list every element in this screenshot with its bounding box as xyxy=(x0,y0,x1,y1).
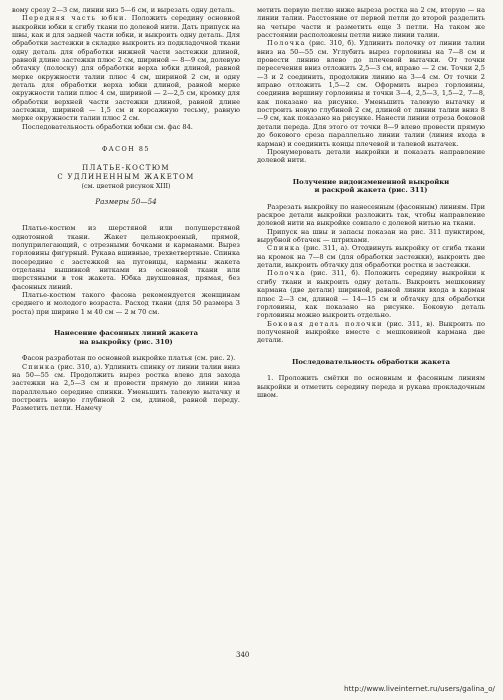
paragraph: Пронумеровать детали выкройки и показать направление долевой нити. xyxy=(257,147,485,165)
paragraph-text: (рис. 311, в). Выкроить по полученной выкройке вместе с мешковиной кармана две детали. xyxy=(257,319,485,345)
spaced-heading: Передняя часть юбки. xyxy=(22,14,128,23)
paragraph-text: (рис. 311, а). Отодвинуть выкройку от сгиба ткани на кромок на 7—8 см (для обработки застежки), выкроить две детали, выкроить обтачку для обработки ростка и застежки. xyxy=(257,244,485,270)
paragraph xyxy=(257,39,485,147)
paragraph: Разрезать выкройку по нанесенным (фасонным) линиям. При раскрое детали выкройки разложить так, чтобы направление долевой нити на выкройке совпало с долевой нитью на ткани. xyxy=(257,202,485,228)
heading-line: Получение видоизмененной выкройки xyxy=(292,177,450,186)
paragraph: Припуск на швы и запасы показан на рис. 311 пунктиром, вырубной обтачек — штрихами. xyxy=(257,227,485,245)
right-column xyxy=(257,6,485,399)
paragraph-text: (рис. 310, б). Удлинить полочку от линии талии вниз на 50—55 см. Углубить вырез горловины на 7—8 см и провести линию влево до плечевой вытачки. От точки пересечения вниз отложить 2,5—3 см, вправо — 2 см. Точки 2,5—3 и 2 соединить, продолжив линию на 3—4 см. От точки 2 вправо отложить 1,5—2 см. Оформить вырез горловины, соединив вершину горловины и точки 3—4, 2,5—3, 1,5—2, 7—8, как показано на рисунке. Уменьшить талевую вытачку и построить новую глубиной 2 см, длиной от линии талии вниз 8—9 см, как показано на рисунке. Нанести линии отреза боковой детали переда. Для этого от точки 8—9 влево провести прямую до бокового среза параллельно линии талии (линия входа в карман) и соединить концы плечевой и талевой вытачек. xyxy=(257,39,485,148)
paragraph: вому срезу 2—3 см, линии низ 5—6 см, и вырезать одну деталь. xyxy=(12,6,235,14)
paragraph xyxy=(257,269,485,319)
paragraph xyxy=(12,14,240,122)
paragraph xyxy=(12,363,240,413)
page-number: 340 xyxy=(236,651,250,659)
left-column xyxy=(12,6,240,413)
section-heading xyxy=(257,178,485,195)
paragraph-text: Положить середину основной выкройки юбки к сгибу ткани по долевой нити. Дать припуск на швы, как и для задней части юбки, и выкроить одну деталь. Для обработки застежки в складке выкроить из подкладочной ткани одну деталь для обработки нижней части застежки длиной, равной длине застежки плюс 2 см, шириной — 8—9 см, долевую обтачку (полоску) для обработки верха юбки длиной, равной мерке окружности талии плюс 4 см, шириной 2 см, и одну деталь для обработки верха юбки длиной, равной мерке окружности талии плюс 4 см, шириной — 2—2,5 см, кромку для обработки верхней части застежки длиной, равной длине застежки, шириной — 1,5 см и корсажную тесьму, равную мерке окружности талии плюс 2 см. xyxy=(12,14,240,123)
section-heading: Последовательность обработки жакета xyxy=(291,357,451,366)
paragraph: Последовательность обработки юбки см. фаc 84. xyxy=(22,122,193,131)
title-line: С УДЛИНЕННЫМ ЖАКЕТОМ xyxy=(57,172,195,181)
sizes-label: Размеры 50—54 xyxy=(95,196,157,206)
spaced-heading: Спинка xyxy=(267,244,301,253)
paragraph xyxy=(257,244,485,269)
paragraph: Фасон разработан по основной выкройке платья (см. рис. 2). xyxy=(22,354,236,363)
heading-line: Нанесение фасонных линий жакета xyxy=(53,328,199,337)
title-line: ПЛАТЬЕ-КОСТЮМ xyxy=(82,163,170,172)
paragraph: Платье-костюм такого фасона рекомендуется женщинам среднего и молодого возраста. Расход ткани (для 50 размера 3 роста) при ширине 1 м 40 см — 2 м 70 см. xyxy=(12,290,240,316)
heading-line: и раскрой жакета (рис. 311) xyxy=(314,186,428,195)
paragraph xyxy=(257,320,485,345)
watermark-url: http://www.liveinternet.ru/users/galina_o/ xyxy=(343,684,495,693)
section-heading xyxy=(12,329,240,346)
section-title xyxy=(12,164,240,182)
paragraph-text: (рис. 310, а). Удлинить спинку от линии талии вниз на 50—55 см. Продолжить вырез ростка влево для захода застежки на 2,5—3 см и провести прямую до линии низа параллельно середине спинки. Уменьшить талевую вытачку и построить новую глубиной 2 см, длиной, равной переду. Разметить петли. Намечу xyxy=(12,362,240,413)
spaced-heading: Полочка xyxy=(267,269,306,278)
title-note: (см. цветной рисунок XIII) xyxy=(81,181,171,190)
spaced-heading: Полочка xyxy=(267,39,306,48)
spaced-heading: Спинка xyxy=(22,362,56,371)
heading-line: на выкройку (рис. 310) xyxy=(79,337,173,346)
paragraph: 1. Проложить смётки по основным и фасонным линиям выкройки и отметить середину переда и рукава прокладочным швом. xyxy=(257,374,485,399)
paragraph: Платье-костюм из шерстяной или полушерстяной однотонной ткани. Жакет цельнокроеный, прямой, полуприлегающий, с отрезными бочками и карманами. Вырез горловины фигурный. Рукава вшивные, трехветвертные. Спинка посередине с застежкой на пуговицы, карманы жакета отделаны вышивкой нитками из основной ткани или шерстяными в тон жакета. Юбка двухшовная, прямая, без фасонных линий. xyxy=(12,224,240,291)
paragraph-text: (рис. 311, б). Положить середину выкройки к сгибу ткани и выкроить одну деталь. Выкроить мешковину кармана (две детали) шириной, равной линии входа в карман плюс 2—3 см, длиной — 14—15 см и обтачку для обработки горловины, как показано на рисунке. Боковую деталь горловины можно выкроить отдельно. xyxy=(257,269,485,320)
paragraph: метить первую петлю ниже выреза ростка на 2 см, вторую — на линии талии. Расстояние от первой петли до второй разделить на четыре части и разметить еще 3 петли. На таком же расстоянии расположены петли ниже линии талии. xyxy=(257,6,485,40)
fason-label: ФАСОН 85 xyxy=(101,145,150,154)
spaced-heading: Боковая деталь полочки xyxy=(267,319,383,328)
